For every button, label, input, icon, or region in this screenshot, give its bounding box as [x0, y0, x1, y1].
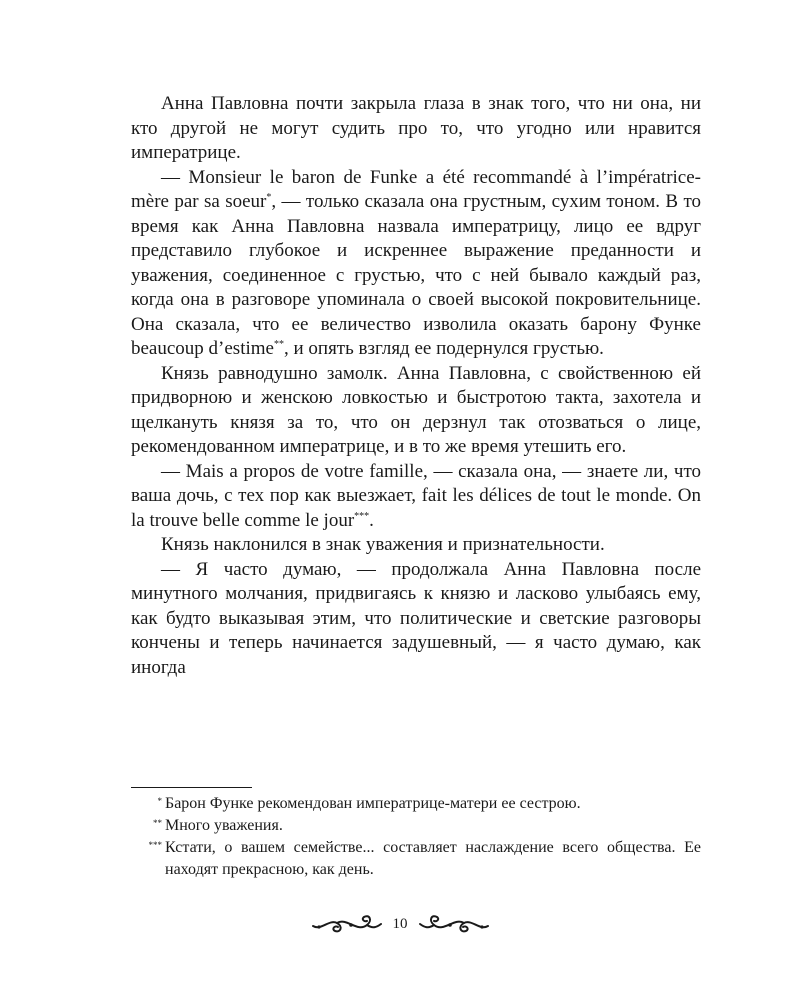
footnote-divider: [131, 787, 252, 788]
paragraph: — Monsieur le baron de Funke a été recommandé à l’impératrice-mère par sa soeur*, — только сказала она грустным, сухим тоном. В то время как Анна Павловна назвала императрицу, лицо ее вдруг представило глубокое и искреннее выражение преданности и уважения, соединенное с грустью, что с ней бывало каждый раз, когда она в разговоре упоминала о своей высокой покровительнице. Она сказала, что ее величество изволила оказать барону Функе beaucoup d’estime**, и опять взгляд ее подернулся грустью.: [131, 166, 701, 359]
scroll-ornament-icon: [418, 911, 490, 937]
footnote-mark: **: [153, 818, 162, 828]
paragraph: — Mais a propos de votre famille, — сказала она, — знаете ли, что ваша дочь, с тех пор как выезжает, fait les délices de tout le monde. On la trouve belle comme le jour***.: [131, 460, 701, 531]
page-footer: [0, 904, 800, 944]
footnote: [131, 793, 701, 815]
paragraph: — Я часто думаю, — продолжала Анна Павловна после минутного молчания, придвигаясь к князю и ласково улыбаясь ему, как будто выказывая этим, что политические и светские разговоры кончены и теперь начинается задушевный, — я часто думаю, как иногда: [131, 558, 701, 678]
scroll-ornament-icon: [311, 911, 383, 937]
footnote: [131, 837, 701, 881]
paragraph: Князь равнодушно замолк. Анна Павловна, с свойственною ей придворною и женскою ловкостью и быстротою такта, захотела и щелкануть князя за то, что он дерзнул так отозваться о лице, рекомендованном императрице, и в то же время утешить его.: [131, 362, 701, 457]
main-text: [131, 92, 701, 680]
footnote-text: Кстати, о вашем семействе... составляет наслаждение всего общества. Ее находят прекрасною, как день.: [165, 839, 701, 878]
footnote-text: Барон Функе рекомендован императрице-матери ее сестрою.: [165, 795, 581, 812]
page-number: 10: [392, 915, 408, 932]
footnote-text: Много уважения.: [165, 817, 283, 834]
footnote-reference: *: [266, 192, 272, 203]
footnote-mark: *: [157, 796, 162, 806]
footnote-reference: ***: [354, 510, 370, 522]
footnote-reference: **: [273, 339, 284, 350]
paragraph: Анна Павловна почти закрыла глаза в знак того, что ни она, ни кто другой не могут судить про то, что угодно или нравится императрице.: [131, 93, 701, 163]
footnote-mark: ***: [148, 840, 162, 850]
footnotes: [131, 793, 701, 881]
footnote: [131, 815, 701, 837]
paragraph: Князь наклонился в знак уважения и признательности.: [161, 534, 605, 555]
